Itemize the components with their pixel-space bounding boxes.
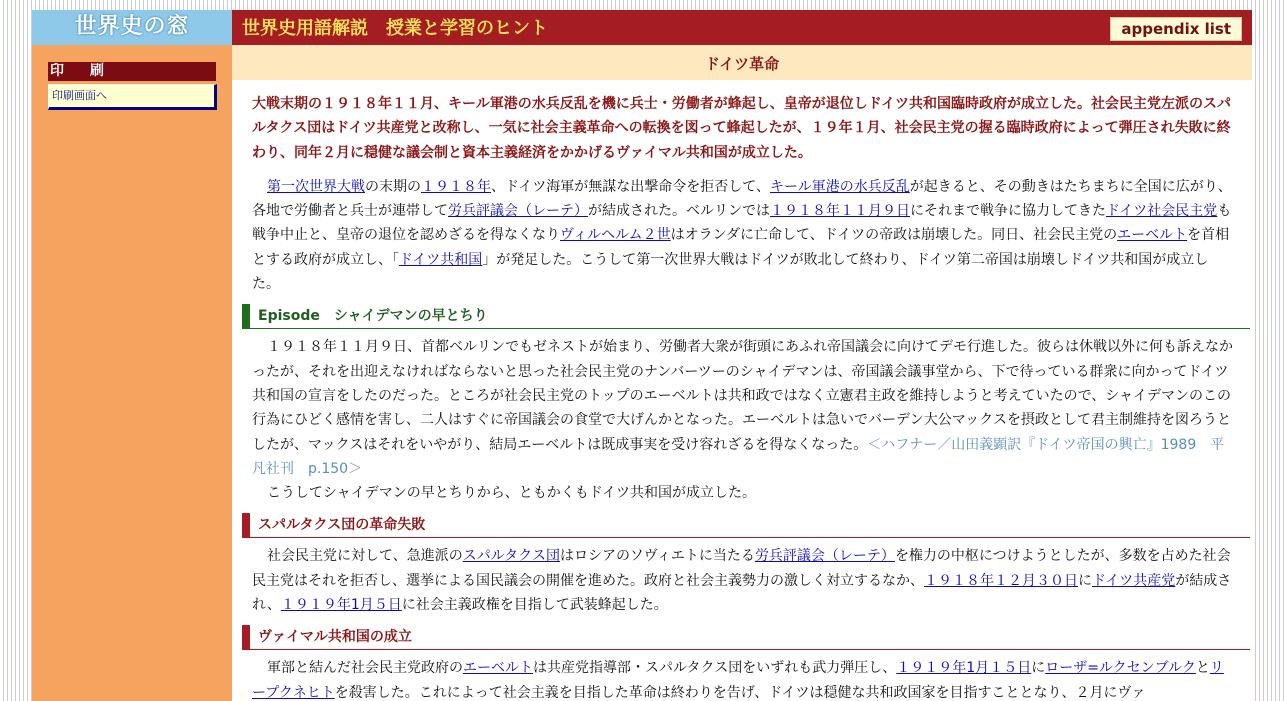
term-link[interactable]: ドイツ共産党 — [1092, 572, 1176, 589]
episode-heading: Episode シャイデマンの早とちり — [242, 304, 1250, 329]
term-link[interactable]: １９１９年1月５日 — [280, 597, 402, 614]
paragraph-intro — [252, 175, 1236, 296]
paragraph-episode-conclusion: こうしてシャイデマンの早とちりから、ともかくもドイツ共和国が成立した。 — [267, 485, 757, 502]
term-link[interactable]: 労兵評議会（レーテ） — [448, 203, 588, 220]
paragraph-spartacus — [252, 544, 1236, 617]
print-page-link[interactable]: 印刷画面へ — [48, 84, 217, 110]
term-link[interactable]: １９１８年１２月３０日 — [924, 572, 1078, 589]
appendix-list-button[interactable]: appendix list — [1110, 17, 1242, 41]
banner-title: 世界史用語解説 授業と学習のヒント — [242, 18, 548, 39]
text-run: と — [1195, 660, 1210, 677]
text-run: を殺害した。これによって社会主義を目指した革命は終わりを告げ、ドイツは穏健な共和政国家を目指すこととなり、２月にヴァ — [334, 684, 1146, 701]
sidebar — [32, 45, 232, 701]
text-run: の末期の — [365, 178, 421, 195]
term-link[interactable]: ヴィルヘルム２世 — [560, 227, 671, 244]
term-link[interactable]: キール軍港の水兵反乱 — [770, 178, 910, 195]
term-link[interactable]: エーベルト — [463, 660, 533, 677]
site-logo[interactable]: 世界史の窓 — [32, 10, 232, 45]
paragraph-episode — [252, 335, 1236, 481]
lead-summary: 大戦末期の１９１８年１１月、キール軍港の水兵反乱を機に兵士・労働者が蜂起し、皇帝が退位しドイツ共和国臨時政府が成立した。社会民主党左派のスパルタクス団はドイツ共産党と改称し、一気に社会主義革命への転換を図って蜂起したが、１９年１月、社会民主党の握る臨時政府によって弾圧され失敗に終わり、同年２月に穏健な議会制と資本主義経済をかかげるヴァイマル共和国が成立した。 — [252, 96, 1232, 161]
paragraph-weimar — [252, 656, 1236, 701]
text-run: はオランダに亡命して、ドイツの帝政は崩壊した。同日、社会民主党の — [670, 227, 1118, 244]
term-link[interactable]: １９１８年 — [421, 178, 491, 195]
header-banner — [232, 10, 1252, 45]
text-run: はロシアのソヴィエトに当たる — [560, 548, 755, 565]
page-wrapper — [32, 10, 1252, 701]
text-run: が結成された。ベルリンでは — [588, 203, 770, 220]
text-run: 軍部と結んだ社会民主党政府の — [267, 660, 463, 677]
print-heading: 印 刷 — [48, 62, 216, 81]
text-run: は共産党指導部・スパルタクス団をいずれも武力弾圧し、 — [533, 660, 897, 677]
term-link[interactable]: リープクネヒト — [252, 660, 1224, 701]
term-link[interactable]: 第一次世界大戦 — [267, 178, 365, 195]
term-link[interactable]: ドイツ共和国 — [399, 251, 483, 268]
text-run: に — [1078, 572, 1092, 589]
text-run: を首相とする政府が成立し、「 — [252, 227, 1230, 268]
text-run: が起きると、その動きはたちまちに全国に広がり、各地で労働者と兵士が連帯して — [252, 178, 1232, 220]
section-heading-weimar: ヴァイマル共和国の成立 — [242, 625, 1250, 650]
term-link[interactable]: ドイツ社会民主党 — [1106, 203, 1218, 220]
text-run: を権力の中枢につけようとしたが、多数を占めた社会民主党はそれを拒否し、選挙による国民議会の開催を進めた。政府と社会主義勢力の激しく対立するなか、 — [252, 548, 1231, 589]
citation: ＜ハフナー／山田義顕訳『ドイツ帝国の興亡』1989 平凡社刊 p.150＞ — [252, 436, 1225, 477]
term-link[interactable]: １９１８年１１月９日 — [770, 203, 910, 220]
main-content — [232, 45, 1252, 701]
text-run: にそれまで戦争に協力してきた — [910, 203, 1106, 220]
text-run: が結成され、 — [252, 572, 1232, 614]
text-run: に — [1031, 660, 1046, 677]
term-link[interactable]: エーベルト — [1117, 227, 1188, 244]
episode-text: １９１８年１１月９日、首都ベルリンでもゼネストが始まり、労働者大衆が街頭にあふれ帝国議会に向けてデモ行進した。彼らは休戦以外に何も訴えなかったが、それを出迎えなければならないと思った社会民主党のナンバーツーのシャイデマンは、帝国議会議事堂から、下で待っている群衆に向かってドイツ共和国の宣言をしたのだった。ところが社会民主党のトップのエーベルトは共和政ではなく立憲君主政を維持しようと考えていたので、シャイデマンのこの行為にひどく感情を害し、二人はすぐに帝国議会の食堂で大げんかとなった。エーベルトは急いでバーデン大公マックスを摂政として君主制維持を図ろうとしたが、マックスはそれをいやがり、結局エーベルトは既成事実を受け容れざるを得なくなった。 — [252, 339, 1233, 453]
term-link[interactable]: １９１９年1月１５日 — [896, 660, 1032, 677]
section-heading-spartacus: スパルタクス団の革命失敗 — [242, 513, 1250, 538]
text-run: も戦争中止と、皇帝の退位を認めざるを得なくなり — [252, 203, 1232, 244]
text-run: 、ドイツ海軍が無謀な出撃命令を拒否して、 — [491, 178, 771, 195]
text-run: に社会主義政権を目指して武装蜂起した。 — [401, 597, 668, 614]
term-link[interactable]: 労兵評議会（レーテ） — [754, 548, 895, 565]
text-run: 」が発足した。こうして第一次世界大戦はドイツが敗北して終わり、ドイツ第二帝国は崩壊しドイツ共和国が成立した。 — [252, 251, 1209, 293]
page-title: ドイツ革命 — [232, 45, 1252, 80]
term-link[interactable]: スパルタクス団 — [462, 548, 561, 565]
term-link[interactable]: ローザ=ルクセンブルク — [1045, 660, 1196, 677]
text-run: 社会民主党に対して、急進派の — [267, 548, 463, 565]
